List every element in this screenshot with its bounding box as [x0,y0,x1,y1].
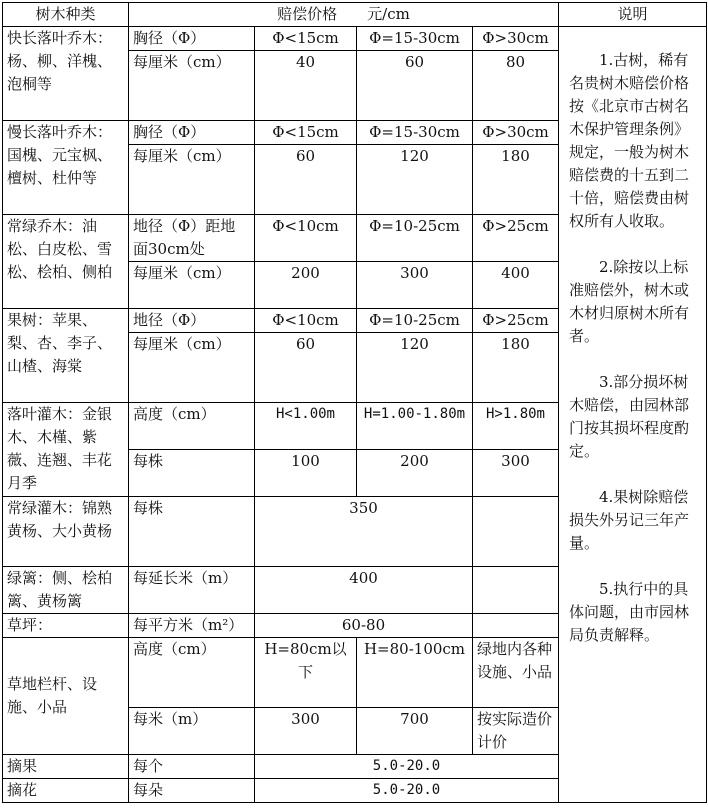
price-cell: 180 [473,145,559,215]
note-item: 5.执行中的具体问题，由市园林局负责解释。 [569,580,690,644]
price-cell: 400 [255,567,473,614]
note-item: 2.除按以上标准赔偿外，树木或木材归原树木所有者。 [569,258,690,345]
range-cell: Φ>25cm [473,215,559,262]
price-cell: 按实际造价计价 [473,708,559,755]
range-cell: H=80cm以下 [255,638,357,708]
unit-cell: 每株 [129,450,255,497]
measure-cell: 地径（Φ）距地面30cm处 [129,215,255,262]
category-cell: 落叶灌木：金银木、木槿、紫薇、连翘、丰花月季 [3,403,129,497]
unit-cell: 每米（m） [129,708,255,755]
note-item: 1.古树，稀有名贵树木赔偿价格按《北京市古树名木保护管理条例》规定，一般为树木赔偿费的十五到二十倍，赔偿费由树权所有人收取。 [569,51,690,230]
price-cell: 60 [255,333,357,403]
measure-cell: 高度（cm） [129,638,255,708]
note-item: 3.部分损坏树木赔偿，由园林部门按其损坏程度酌定。 [569,373,690,460]
range-cell: Φ<10cm [255,309,357,333]
range-cell: Φ>30cm [473,121,559,145]
compensation-table [2,2,707,803]
unit-cell: 每厘米（cm） [129,145,255,215]
range-cell: Φ=15-30cm [357,27,473,51]
unit-cell: 每厘米（cm） [129,333,255,403]
price-cell: 700 [357,708,473,755]
measure-cell: 地径（Φ） [129,309,255,333]
price-cell: 120 [357,145,473,215]
range-cell: H=80-100cm [357,638,473,708]
empty-cell [473,497,559,567]
price-cell: 300 [473,450,559,497]
range-cell: Φ=15-30cm [357,121,473,145]
header-species: 树木种类 [3,3,129,27]
price-cell: 300 [357,262,473,309]
unit-cell: 每个 [129,755,255,779]
range-cell: Φ>30cm [473,27,559,51]
price-cell: 5.0-20.0 [255,755,559,779]
price-cell: 60-80 [255,614,473,638]
measure-cell: 胸径（Φ） [129,27,255,51]
price-cell: 5.0-20.0 [255,779,559,803]
note-item: 4.果树除赔偿损失外另记三年产量。 [569,488,690,552]
price-cell: 200 [357,450,473,497]
price-cell: 100 [255,450,357,497]
category-cell: 常绿灌木：锦熟黄杨、大小黄杨 [3,497,129,567]
range-cell: Φ<10cm [255,215,357,262]
unit-cell: 每延长米（m） [129,567,255,614]
range-cell: H>1.80m [473,403,559,450]
unit-cell: 每平方米（m²） [129,614,255,638]
category-cell: 摘花 [3,779,129,803]
unit-cell: 每株 [129,497,255,567]
category-cell: 摘果 [3,755,129,779]
price-cell: 60 [255,145,357,215]
price-cell: 120 [357,333,473,403]
category-cell: 绿篱：侧、桧柏篱、黄杨篱 [3,567,129,614]
empty-cell [473,614,559,638]
range-cell: Φ=10-25cm [357,309,473,333]
price-cell: 60 [357,51,473,121]
category-cell: 果树：苹果、梨、杏、李子、山楂、海棠 [3,309,129,403]
price-cell: 200 [255,262,357,309]
price-cell: 40 [255,51,357,121]
category-cell: 慢长落叶乔木：国槐、元宝枫、檀树、杜仲等 [3,121,129,215]
category-cell: 常绿乔木：油松、白皮松、雪松、桧柏、侧柏 [3,215,129,309]
price-cell: 350 [255,497,473,567]
measure-cell: 胸径（Φ） [129,121,255,145]
category-cell: 快长落叶乔木：杨、柳、洋槐、泡桐等 [3,27,129,121]
notes-cell [559,27,707,803]
measure-cell: 高度（cm） [129,403,255,450]
range-cell: H=1.00-1.80m [357,403,473,450]
unit-cell: 每厘米（cm） [129,51,255,121]
range-cell: Φ<15cm [255,27,357,51]
category-cell: 草坪： [3,614,129,638]
empty-cell [473,567,559,614]
range-cell: H<1.00m [255,403,357,450]
header-price: 赔偿价格 元/cm [129,3,559,27]
price-cell: 300 [255,708,357,755]
range-cell: Φ<15cm [255,121,357,145]
range-cell: Φ=10-25cm [357,215,473,262]
header-notes: 说明 [559,3,707,27]
unit-cell: 每朵 [129,779,255,803]
price-cell: 180 [473,333,559,403]
category-cell: 草地栏杆、设施、小品 [3,638,129,755]
range-cell: 绿地内各种设施、小品 [473,638,559,708]
price-cell: 80 [473,51,559,121]
unit-cell: 每厘米（cm） [129,262,255,309]
price-cell: 400 [473,262,559,309]
range-cell: Φ>25cm [473,309,559,333]
